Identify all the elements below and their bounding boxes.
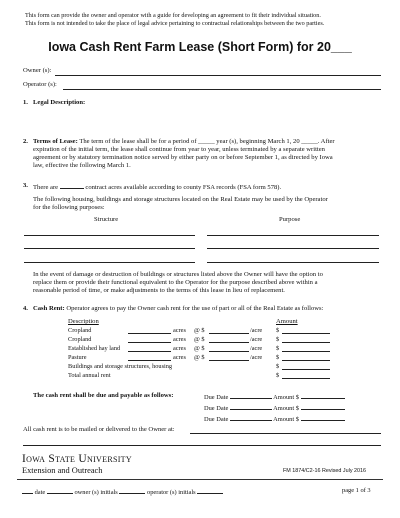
initials-row [22, 487, 223, 496]
section-3-post: contract acres available according to county FSA records (FSA form 578). [85, 184, 282, 191]
structure-field-1[interactable] [24, 235, 195, 236]
due-amount-label: Amount $ [273, 416, 299, 423]
purpose-field-3[interactable] [207, 262, 379, 263]
form-code [283, 468, 366, 474]
form-number: FM 1874/C2-16 [283, 468, 321, 474]
section-4-line [33, 305, 323, 313]
operator-initials-field[interactable] [119, 487, 145, 494]
owner-address-field-2[interactable] [23, 445, 381, 446]
amount-field[interactable] [282, 336, 330, 343]
due-amount-label: Amount $ [273, 405, 299, 412]
purpose-field-1[interactable] [207, 235, 379, 236]
university-logo: Iowa State University [22, 453, 132, 465]
acres-label: acres [173, 336, 186, 343]
purpose-header: Purpose [279, 216, 301, 223]
amount-header: Amount [276, 318, 298, 325]
description-header: Description [68, 318, 99, 325]
rent-row-label: Pasture [68, 354, 87, 361]
date-label: date [34, 489, 46, 496]
acres-field[interactable] [128, 327, 171, 334]
acres-field[interactable] [128, 345, 171, 352]
date-field[interactable] [22, 487, 33, 494]
operator-label: Operator (s): [23, 81, 57, 88]
section-3-number: 3. [23, 182, 28, 189]
terms-text-4: law, effective the following March 1. [33, 162, 131, 169]
rate-field[interactable] [209, 327, 249, 334]
owner-label: Owner (s): [23, 67, 52, 74]
due-date-label: Due Date [204, 394, 229, 401]
due-date-field[interactable] [230, 392, 272, 399]
section-4-label: Cash Rent: [33, 305, 65, 312]
mailed-label: All cash rent is to be mailed or delivered to the Owner at: [23, 426, 175, 433]
rent-row-label: Total annual rent [68, 372, 111, 379]
contract-acres-field[interactable] [60, 182, 84, 189]
due-date-label: Due Date [204, 416, 229, 423]
damage-text-3: reasonable period of time, or make adjustments to the terms of this lease in lieu of replacement. [33, 287, 285, 294]
amount-field[interactable] [282, 354, 330, 361]
acres-label: acres [173, 354, 186, 361]
terms-text-2: expiration of the initial term, the lease shall continue from year to year, unless terminated by a separate written [33, 146, 325, 153]
due-label: The cash rent shall be due and payable as follows: [33, 392, 174, 399]
section-4-text: Operator agrees to pay the Owner cash rent for the use of part or all of the Real Estate as follows: [66, 305, 324, 312]
per-acre-label: /acre [250, 336, 263, 343]
acres-label: acres [173, 345, 186, 352]
per-acre-label: /acre [250, 345, 263, 352]
housing-text-1: The following housing, buildings and storage structures located on the Real Estate may be used by the Operator [33, 196, 328, 203]
due-row-2 [204, 403, 345, 412]
purpose-field-2[interactable] [207, 248, 379, 249]
rent-row-label: Buildings and storage structures, housing [68, 363, 173, 370]
rate-field[interactable] [209, 336, 249, 343]
amount-prefix: $ [276, 363, 280, 370]
due-row-1 [204, 392, 345, 401]
section-2-line-1 [33, 138, 335, 146]
amount-field[interactable] [282, 345, 330, 352]
amount-prefix: $ [276, 327, 280, 334]
damage-text-1: In the event of damage or destruction of buildings or structures listed above the Owner will have the option to [33, 271, 323, 278]
section-3-pre: There are [33, 184, 59, 191]
section-2-number: 2. [23, 138, 28, 145]
owner-initials-field[interactable] [47, 487, 73, 494]
amount-prefix: $ [276, 372, 280, 379]
due-amount-label: Amount $ [273, 394, 299, 401]
operator-field[interactable] [63, 89, 381, 90]
section-2-label: Terms of Lease: [33, 138, 78, 145]
acres-field[interactable] [128, 354, 171, 361]
footer-divider [17, 479, 383, 480]
section-4-number: 4. [23, 305, 28, 312]
section-1-label: Legal Description: [33, 99, 86, 106]
rent-row-label: Cropland [68, 327, 92, 334]
due-date-field[interactable] [230, 403, 272, 410]
intro-line-2: This form is not intended to take the place of legal advice pertaining to contractual relationships between the two parties. [25, 20, 325, 27]
amount-field[interactable] [282, 372, 330, 379]
amount-field[interactable] [282, 363, 330, 370]
terms-text-1: The term of the lease shall be for a period of _____ year (s), beginning March 1, 20 _____. After [79, 138, 335, 145]
owner-initials-label: owner (s) initials [74, 489, 118, 496]
due-amount-field[interactable] [301, 414, 345, 421]
rate-prefix: @ $ [194, 327, 205, 334]
rate-prefix: @ $ [194, 345, 205, 352]
revision-date: Revised July 2016 [321, 468, 367, 474]
acres-label: acres [173, 327, 186, 334]
rate-prefix: @ $ [194, 354, 205, 361]
amount-prefix: $ [276, 336, 280, 343]
section-1-number: 1. [23, 99, 28, 106]
terms-text-3: agreement or by statutory termination notice served by either party on or before September 1, as directed by Iowa [33, 154, 333, 161]
structure-field-2[interactable] [24, 248, 195, 249]
acres-field[interactable] [128, 336, 171, 343]
rent-row-label: Established hay land [68, 345, 121, 352]
rent-row-label: Cropland [68, 336, 92, 343]
structure-field-3[interactable] [24, 262, 195, 263]
rate-field[interactable] [209, 354, 249, 361]
page-number: page 1 of 3 [342, 487, 371, 494]
structure-header: Structure [94, 216, 119, 223]
housing-text-2: for the following purposes: [33, 204, 105, 211]
owner-field[interactable] [55, 75, 381, 76]
amount-prefix: $ [276, 345, 280, 352]
rate-field[interactable] [209, 345, 249, 352]
rate-prefix: @ $ [194, 336, 205, 343]
due-amount-field[interactable] [301, 403, 345, 410]
extension-label: Extension and Outreach [22, 466, 103, 475]
owner-address-field[interactable] [190, 433, 381, 434]
intro-line-1: This form can provide the owner and operator with a guide for developing an agreement to fit their individual situation. [25, 12, 321, 19]
due-row-3 [204, 414, 345, 423]
due-date-label: Due Date [204, 405, 229, 412]
operator-initials-label: operator (s) initials [147, 489, 196, 496]
page-title: Iowa Cash Rent Farm Lease (Short Form) for 20___ [48, 40, 352, 54]
extra-initials-field[interactable] [197, 487, 223, 494]
due-date-field[interactable] [230, 414, 272, 421]
per-acre-label: /acre [250, 354, 263, 361]
per-acre-label: /acre [250, 327, 263, 334]
section-3-line [33, 182, 281, 192]
damage-text-2: replace them or provide their functional equivalent to the Operator for the purpose described above within a [33, 279, 318, 286]
amount-field[interactable] [282, 327, 330, 334]
due-amount-field[interactable] [301, 392, 345, 399]
amount-prefix: $ [276, 354, 280, 361]
